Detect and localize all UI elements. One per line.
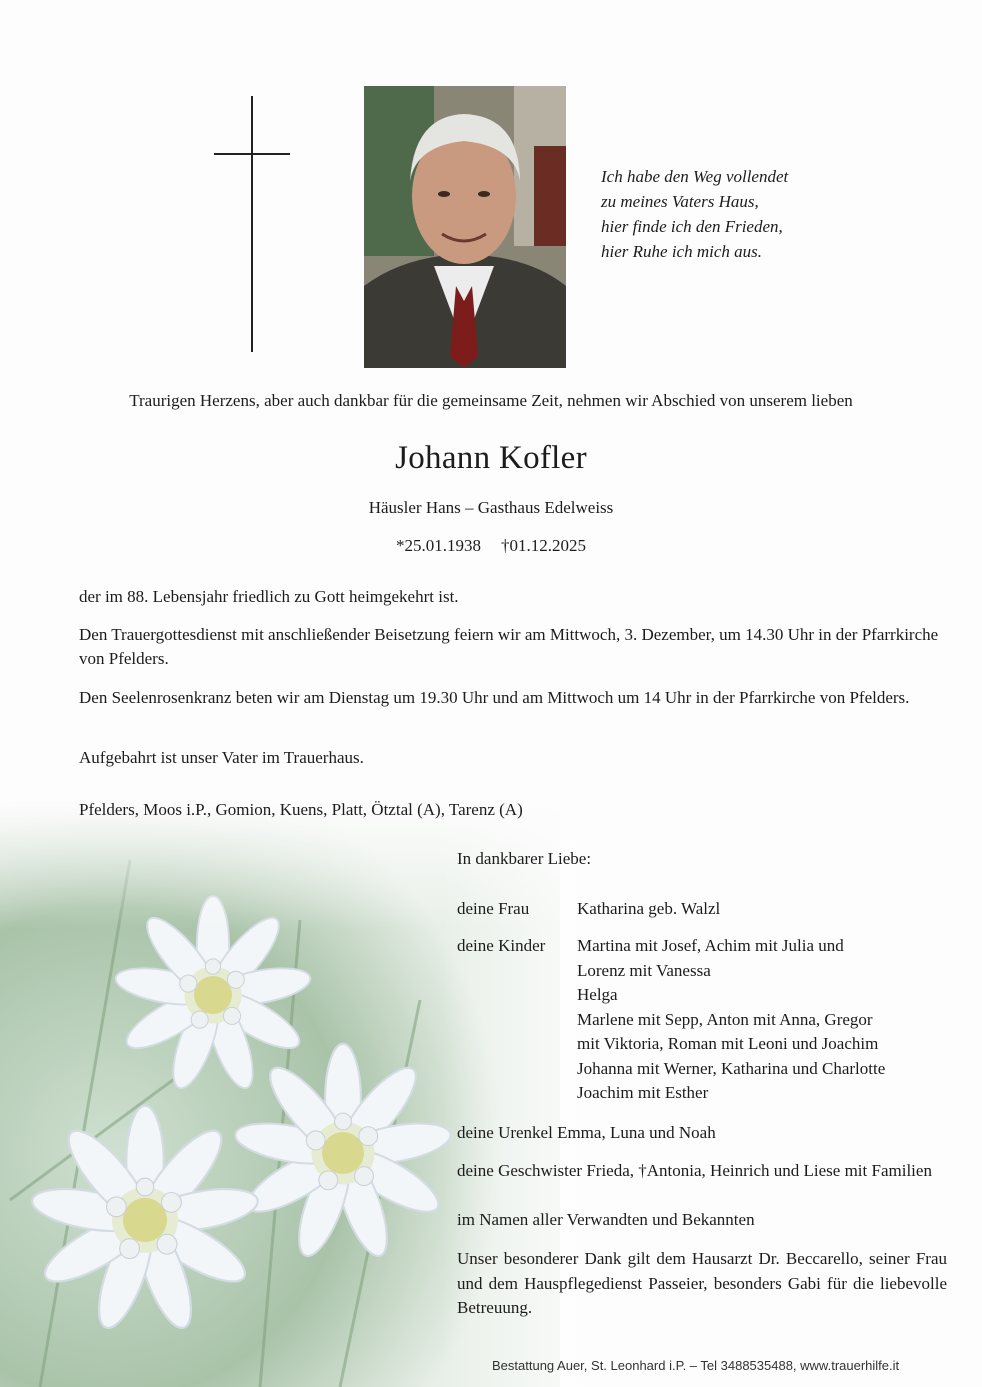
portrait-photo bbox=[364, 86, 566, 368]
greatgrandchildren bbox=[457, 1121, 716, 1145]
siblings-names: Frieda, †Antonia, Heinrich und Liese mit Familien bbox=[586, 1161, 932, 1180]
birth-date: *25.01.1938 bbox=[396, 536, 481, 555]
paragraph-age: der im 88. Lebensjahr friedlich zu Gott heimgekehrt ist. bbox=[79, 587, 459, 606]
paragraph-funeral: Den Trauergottesdienst mit anschließender Beisetzung feiern wir am Mittwoch, 3. Dezember, um 14.30 Uhr in der Pfarrkirche von Pfelders. bbox=[79, 625, 939, 668]
life-dates bbox=[0, 536, 982, 556]
list-item: mit Viktoria, Roman mit Leoni und Joachim bbox=[577, 1034, 879, 1053]
intro-text: Traurigen Herzens, aber auch dankbar für die gemeinsame Zeit, nehmen wir Abschied von unserem lieben bbox=[129, 391, 853, 410]
paragraph-laid-out: Aufgebahrt ist unser Vater im Trauerhaus. bbox=[79, 748, 364, 767]
death-date: †01.12.2025 bbox=[501, 536, 586, 555]
greatgrandchildren-names: Emma, Luna und Noah bbox=[557, 1123, 716, 1142]
wife-label: deine Frau bbox=[457, 899, 530, 918]
children-list bbox=[577, 934, 885, 1106]
siblings bbox=[457, 1159, 957, 1184]
list-item: Marlene mit Sepp, Anton mit Anna, Gregor bbox=[577, 1009, 873, 1029]
paragraph-rosary: Den Seelenrosenkranz beten wir am Dienstag um 19.30 Uhr und am Mittwoch um 14 Uhr in der Pfarrkirche von Pfelders. bbox=[79, 688, 910, 707]
list-item: Helga bbox=[577, 985, 618, 1004]
relatives-text: im Namen aller Verwandten und Bekannten bbox=[457, 1210, 755, 1229]
list-item: Johanna mit Werner, Katharina und Charlotte bbox=[577, 1058, 886, 1078]
siblings-label: deine Geschwister bbox=[457, 1161, 583, 1180]
greatgrandchildren-label: deine Urenkel bbox=[457, 1123, 553, 1142]
list-item: Joachim mit Esther bbox=[577, 1083, 709, 1102]
wife-name: Katharina geb. Walzl bbox=[577, 899, 721, 918]
list-item: Lorenz mit Vanessa bbox=[577, 960, 711, 980]
list-item: Martina mit Josef, Achim mit Julia und bbox=[577, 936, 844, 955]
nickname: Häusler Hans – Gasthaus Edelweiss bbox=[368, 498, 614, 517]
poem-line: zu meines Vaters Haus, bbox=[601, 192, 759, 211]
children-label: deine Kinder bbox=[457, 936, 546, 955]
footer-funeral-home: Bestattung Auer, St. Leonhard i.P. – Tel 3488535488, www.trauerhilfe.it bbox=[492, 1358, 900, 1373]
cross-vertical bbox=[251, 96, 253, 352]
poem-line: hier Ruhe ich mich aus. bbox=[601, 242, 762, 261]
deceased-name: Johann Kofler bbox=[395, 440, 587, 476]
paragraph-places: Pfelders, Moos i.P., Gomion, Kuens, Platt, Ötztal (A), Tarenz (A) bbox=[79, 800, 523, 819]
poem bbox=[601, 164, 788, 264]
family-heading: In dankbarer Liebe: bbox=[457, 849, 592, 868]
poem-line: Ich habe den Weg vollendet bbox=[601, 167, 789, 186]
poem-line: hier finde ich den Frieden, bbox=[601, 217, 783, 236]
thanks-text: Unser besonderer Dank gilt dem Hausarzt Dr. Beccarello, seiner Frau und dem Hauspflegedienst Passeier, besonders Gabi für die liebevolle Betreuung. bbox=[457, 1249, 947, 1317]
cross-horizontal bbox=[214, 153, 290, 155]
